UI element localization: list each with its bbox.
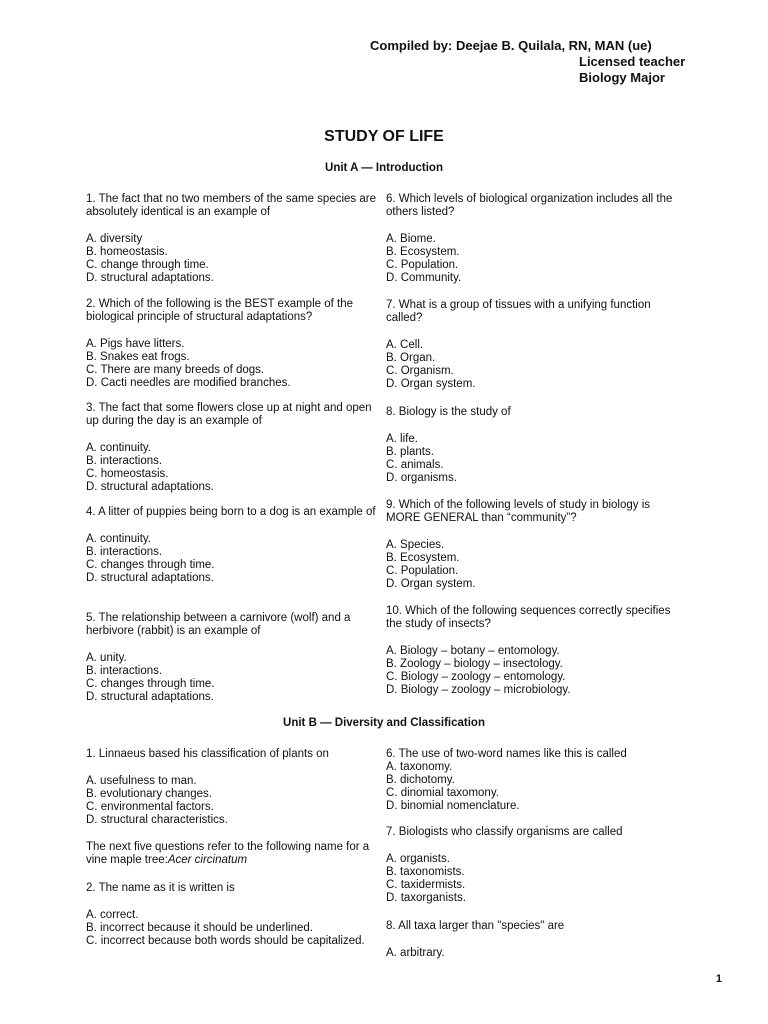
question-a3 (86, 402, 384, 494)
question-a9 (386, 499, 686, 591)
option: D. Cacti needles are modified branches. (86, 377, 291, 389)
option: B. Ecosystem. (386, 552, 460, 564)
option: C. Organism. (386, 365, 454, 377)
question-stem: 7. What is a group of tissues with a unifying function called? (386, 299, 651, 324)
option: A. correct. (86, 909, 139, 921)
page-title: STUDY OF LIFE (324, 128, 444, 145)
compiler-credential: Licensed teacher (579, 54, 686, 69)
option: D. Organ system. (386, 578, 476, 590)
question-stem: 4. A litter of puppies being born to a dog is an example of (86, 506, 376, 518)
question-stem: 8. All taxa larger than "species" are (386, 920, 565, 932)
option: B. taxonomists. (386, 866, 465, 878)
intro-note-text (86, 841, 384, 867)
option: A. continuity. (86, 442, 151, 454)
page-number: 1 (715, 973, 722, 985)
option: B. incorrect because it should be underlined. (86, 922, 313, 934)
option: A. Cell. (386, 339, 424, 351)
question-stem: 1. The fact that no two members of the same species are absolutely identical is an example of (86, 193, 376, 218)
species-name: Acer circinatum (167, 854, 248, 866)
question-stem: 9. Which of the following levels of study in biology is MORE GENERAL than “community”? (386, 499, 650, 524)
option: C. change through time. (86, 259, 209, 271)
option: B. interactions. (86, 546, 163, 558)
option: B. Organ. (386, 352, 436, 364)
option: D. structural characteristics. (86, 814, 228, 826)
question-b8 (386, 920, 686, 960)
question-b2 (86, 882, 384, 948)
question-intro-note (86, 841, 384, 881)
option: D. binomial nomenclature. (386, 800, 520, 812)
option: C. Population. (386, 565, 459, 577)
option: C. incorrect because both words should be capitalized. (86, 935, 365, 947)
question-stem: 1. Linnaeus based his classification of plants on (86, 748, 329, 760)
option: A. unity. (86, 652, 127, 664)
option: C. homeostasis. (86, 468, 169, 480)
question-a8 (386, 406, 686, 485)
option: C. changes through time. (86, 559, 215, 571)
option: C. environmental factors. (86, 801, 214, 813)
option: A. organists. (386, 853, 450, 865)
option: C. dinomial taxomony. (386, 787, 499, 799)
option: A. Biome. (386, 233, 436, 245)
option: B. dichotomy. (386, 774, 455, 786)
question-stem: 6. The use of two-word names like this is called (386, 748, 627, 760)
option: C. animals. (386, 459, 444, 471)
compiled-by: Compiled by: Deejae B. Quilala, RN, MAN (ue) (370, 38, 652, 53)
option: B. interactions. (86, 455, 163, 467)
option: B. Snakes eat frogs. (86, 351, 190, 363)
option: B. homeostasis. (86, 246, 168, 258)
question-stem: 5. The relationship between a carnivore (wolf) and a herbivore (rabbit) is an example of (86, 612, 351, 637)
option: C. changes through time. (86, 678, 215, 690)
option: D. structural adaptations. (86, 481, 214, 493)
option: D. Organ system. (386, 378, 476, 390)
option: D. structural adaptations. (86, 272, 214, 284)
option: D. structural adaptations. (86, 572, 214, 584)
option: C. There are many breeds of dogs. (86, 364, 265, 376)
question-a2 (86, 298, 384, 390)
question-stem: 2. Which of the following is the BEST example of the biological principle of structural adaptations? (86, 298, 353, 323)
option: D. structural adaptations. (86, 691, 214, 703)
question-a4 (86, 506, 384, 585)
option: A. Species. (386, 539, 445, 551)
question-stem: 3. The fact that some flowers close up at night and open up during the day is an example of (86, 402, 372, 427)
option: A. usefulness to man. (86, 775, 197, 787)
question-a10 (386, 605, 686, 697)
compiler-major: Biology Major (579, 70, 665, 85)
option: B. interactions. (86, 665, 163, 677)
unit-b-heading: Unit B — Diversity and Classification (283, 717, 485, 729)
option: D. taxorganists. (386, 892, 466, 904)
unit-a-heading: Unit A — Introduction (325, 162, 443, 174)
question-b1 (86, 748, 384, 827)
option: B. Ecosystem. (386, 246, 460, 258)
option: B. Zoology – biology – insectology. (386, 658, 563, 670)
question-a1 (86, 193, 384, 285)
question-stem: 6. Which levels of biological organization includes all the others listed? (386, 193, 673, 218)
option: A. Biology – botany – entomology. (386, 645, 560, 657)
option: A. arbitrary. (386, 947, 445, 959)
option: C. taxidermists. (386, 879, 466, 891)
question-a7 (386, 299, 686, 391)
question-a6 (386, 193, 686, 285)
intro-note-stem: The next five questions refer to the following name for a vine maple tree: (86, 841, 370, 866)
question-a5 (86, 612, 384, 704)
compiler-header (370, 38, 685, 86)
option: A. continuity. (86, 533, 151, 545)
option: B. evolutionary changes. (86, 788, 212, 800)
option: A. taxonomy. (386, 761, 453, 773)
option: A. Pigs have litters. (86, 338, 185, 350)
option: D. organisms. (386, 472, 457, 484)
question-stem: 2. The name as it is written is (86, 882, 235, 894)
option: B. plants. (386, 446, 434, 458)
question-stem: 8. Biology is the study of (386, 406, 511, 418)
option: D. Community. (386, 272, 462, 284)
question-b7 (386, 826, 686, 905)
option: C. Population. (386, 259, 459, 271)
question-stem: 10. Which of the following sequences correctly specifies the study of insects? (386, 605, 671, 630)
option: A. life. (386, 433, 418, 445)
option: C. Biology – zoology – entomology. (386, 671, 566, 683)
question-stem: 7. Biologists who classify organisms are called (386, 826, 623, 838)
option: A. diversity (86, 233, 143, 245)
question-b6 (386, 748, 686, 813)
option: D. Biology – zoology – microbiology. (386, 684, 571, 696)
